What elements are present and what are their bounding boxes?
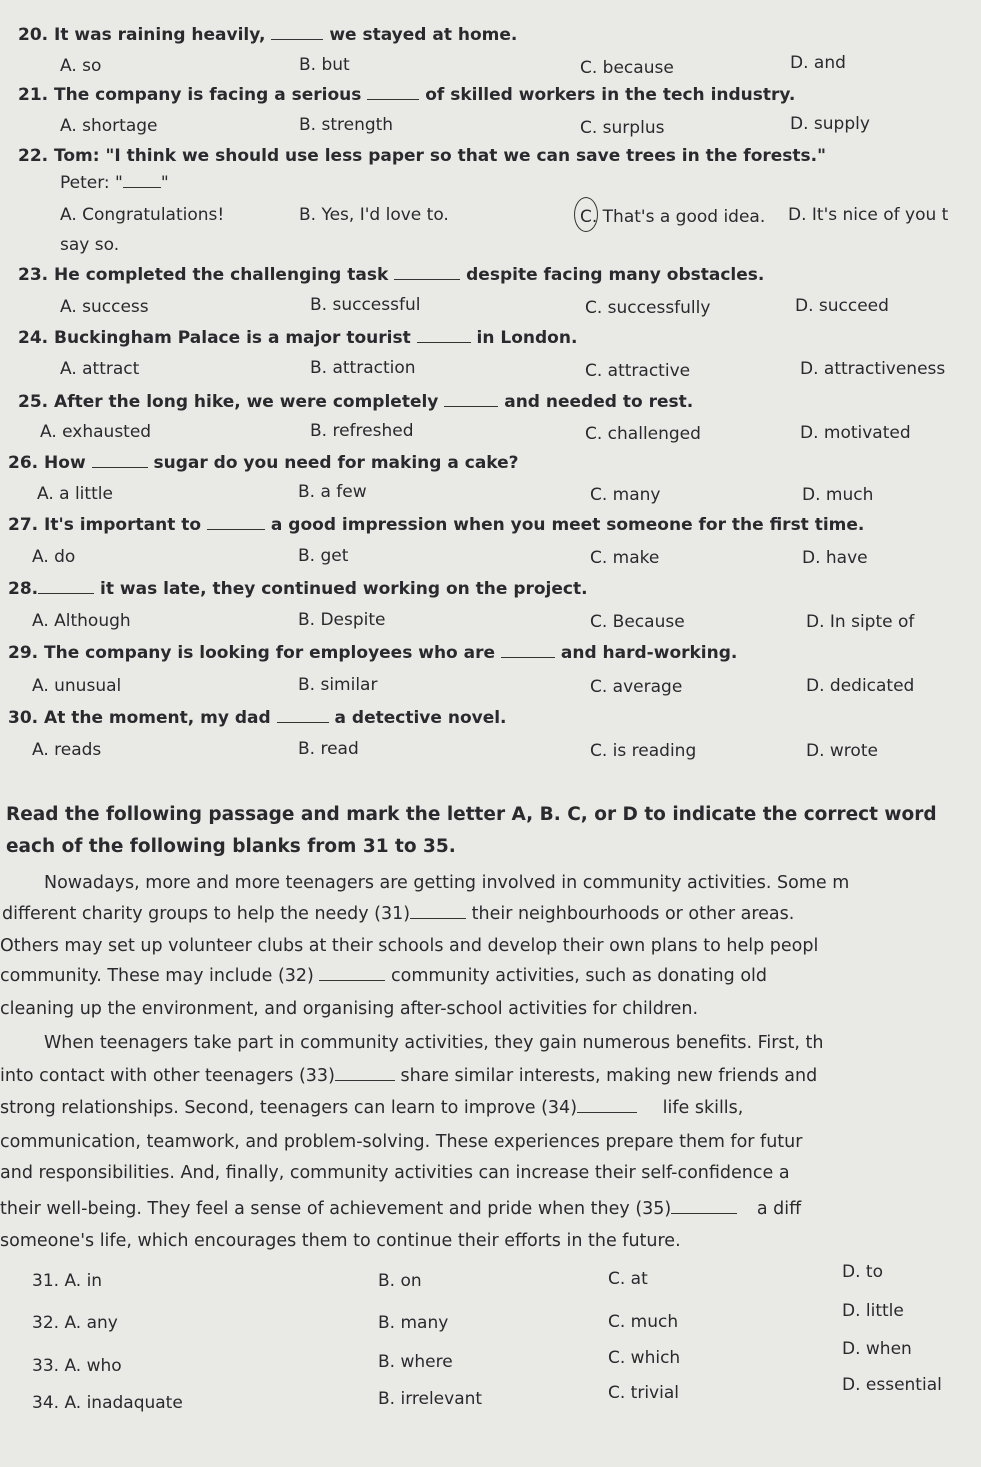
passage-line: When teenagers take part in community activities, they gain numerous benefits. First, th	[44, 1033, 824, 1053]
question-stem: despite facing many obstacles.	[466, 265, 765, 285]
passage-line: Others may set up volunteer clubs at their schools and develop their own plans to help peopl	[0, 936, 819, 956]
question-stem: we stayed at home.	[329, 25, 518, 45]
question-24	[18, 327, 577, 349]
passage-text: community. These may include (32)	[0, 966, 314, 986]
option-a: A. attract	[60, 359, 140, 379]
option-d: D. attractiveness	[800, 359, 946, 379]
option-c: C. many	[590, 485, 661, 505]
question-stem: 26. How	[8, 453, 86, 473]
speaker-label: Peter: "	[60, 173, 123, 193]
question-stem: a good impression when you meet someone for the first time.	[270, 515, 865, 535]
answer-34-b: B. irrelevant	[378, 1389, 483, 1409]
option-b: B. similar	[298, 675, 378, 695]
question-stem: a detective novel.	[334, 708, 507, 728]
answer-32-d: D. little	[842, 1301, 904, 1321]
question-stem: in London.	[476, 328, 578, 348]
answer-blank	[417, 328, 471, 343]
answer-33-b: B. where	[378, 1352, 453, 1372]
answer-33-a: 33. A. who	[32, 1356, 122, 1376]
answer-33-d: D. when	[842, 1339, 912, 1359]
question-23	[18, 264, 764, 286]
answer-blank	[501, 643, 555, 658]
passage-line	[0, 965, 767, 987]
answer-blank	[444, 392, 498, 407]
answer-32-a: 32. A. any	[32, 1313, 118, 1333]
answer-31-b: B. on	[378, 1271, 422, 1291]
passage-line	[0, 1065, 817, 1087]
option-b: B. but	[299, 55, 350, 75]
option-c: C. because	[580, 58, 674, 78]
passage-line	[0, 1198, 801, 1220]
answer-34-a: 34. A. inadaquate	[32, 1393, 183, 1413]
passage-text: their well-being. They feel a sense of achievement and pride when they (35)	[0, 1199, 672, 1219]
question-21	[18, 84, 795, 106]
question-stem: and needed to rest.	[504, 392, 694, 412]
answer-32-b: B. many	[378, 1313, 449, 1333]
option-c: C. successfully	[585, 298, 711, 318]
option-d: D. supply	[790, 114, 870, 134]
option-d-continued: say so.	[60, 235, 120, 255]
option-b: B. refreshed	[310, 421, 414, 441]
option-c: C. average	[590, 677, 683, 697]
passage-text: life skills,	[662, 1098, 744, 1118]
blank-34	[577, 1098, 637, 1113]
option-b: B. Despite	[298, 610, 386, 630]
answer-blank	[271, 25, 323, 40]
question-20	[18, 24, 517, 46]
question-stem: sugar do you need for making a cake?	[153, 453, 519, 473]
question-stem: 28.	[8, 579, 39, 599]
question-27	[8, 514, 864, 536]
blank-33	[335, 1066, 395, 1081]
option-a: A. Although	[32, 611, 131, 631]
option-c: C. Because	[590, 612, 685, 632]
option-b: B. successful	[310, 295, 421, 315]
answer-blank	[123, 173, 161, 188]
question-stem: 21. The company is facing a serious	[18, 85, 362, 105]
answer-34-d: D. essential	[842, 1375, 942, 1395]
blank-32	[319, 966, 385, 981]
option-b: B. read	[298, 739, 359, 759]
option-c: C. is reading	[590, 741, 697, 761]
question-30	[8, 707, 507, 729]
passage-text: into contact with other teenagers (33)	[0, 1066, 335, 1086]
question-25	[18, 391, 693, 413]
question-29	[8, 642, 737, 664]
answer-31-d: D. to	[842, 1262, 883, 1282]
passage-text: different charity groups to help the needy (31)	[2, 904, 411, 924]
option-d: D. motivated	[800, 423, 911, 443]
option-d: D. dedicated	[806, 676, 915, 696]
passage-instruction: each of the following blanks from 31 to 35.	[6, 836, 456, 857]
answer-31-a: 31. A. in	[32, 1271, 103, 1291]
option-c: C. attractive	[585, 361, 691, 381]
answer-blank	[38, 579, 94, 594]
answer-31-c: C. at	[608, 1269, 648, 1289]
option-a: A. exhausted	[40, 422, 152, 442]
option-d: D. much	[802, 485, 874, 505]
passage-text: strong relationships. Second, teenagers can learn to improve (34)	[0, 1098, 578, 1118]
option-b: B. a few	[298, 482, 367, 502]
question-stem: 29. The company is looking for employees who are	[8, 643, 496, 663]
question-stem: 23. He completed the challenging task	[18, 265, 389, 285]
blank-31	[410, 904, 466, 919]
passage-text: a diff	[756, 1199, 802, 1219]
option-b: B. attraction	[310, 358, 416, 378]
option-d: D. have	[802, 548, 868, 568]
question-stem: 24. Buckingham Palace is a major tourist	[18, 328, 411, 348]
question-stem: 30. At the moment, my dad	[8, 708, 271, 728]
option-a: A. success	[60, 297, 149, 317]
question-stem: 20. It was raining heavily,	[18, 25, 266, 45]
question-28	[8, 578, 588, 600]
answer-blank	[92, 453, 148, 468]
question-stem: it was late, they continued working on the project.	[100, 579, 588, 599]
option-a: A. Congratulations!	[60, 205, 225, 225]
option-d: D. and	[790, 53, 846, 73]
option-a: A. do	[32, 547, 76, 567]
passage-line	[2, 903, 794, 925]
option-d: D. In sipte of	[806, 612, 915, 632]
option-c: C. challenged	[585, 424, 701, 444]
answer-blank	[277, 708, 329, 723]
blank-35	[671, 1199, 737, 1214]
option-d: D. wrote	[806, 741, 878, 761]
option-d: D. It's nice of you t	[788, 205, 949, 225]
passage-text: community activities, such as donating old	[391, 966, 767, 986]
answer-blank	[394, 265, 460, 280]
option-b: B. Yes, I'd love to.	[299, 205, 449, 225]
question-stem: 27. It's important to	[8, 515, 202, 535]
question-26	[8, 452, 519, 474]
option-b: B. strength	[299, 115, 394, 135]
answer-blank	[367, 85, 419, 100]
option-d: D. succeed	[795, 296, 889, 316]
passage-line: and responsibilities. And, finally, community activities can increase their self-confidence a	[0, 1163, 790, 1183]
quote-mark: "	[160, 173, 169, 193]
option-c: C. That's a good idea.	[580, 207, 766, 227]
option-a: A. reads	[32, 740, 102, 760]
passage-line	[0, 1097, 743, 1119]
option-a: A. so	[60, 56, 102, 76]
passage-text: their neighbourhoods or other areas.	[471, 904, 795, 924]
option-c: C. make	[590, 548, 660, 568]
answer-blank	[207, 515, 265, 530]
question-stem: 25. After the long hike, we were completely	[18, 392, 439, 412]
answer-34-c: C. trivial	[608, 1383, 679, 1403]
peter-response-line	[60, 172, 169, 194]
answer-33-c: C. which	[608, 1348, 681, 1368]
passage-text: share similar interests, making new friends and	[400, 1066, 818, 1086]
passage-line: Nowadays, more and more teenagers are getting involved in community activities. Some m	[44, 873, 850, 893]
answer-32-c: C. much	[608, 1312, 679, 1332]
option-c: C. surplus	[580, 118, 665, 138]
passage-instruction: Read the following passage and mark the letter A, B. C, or D to indicate the correct word	[6, 804, 937, 825]
passage-line: communication, teamwork, and problem-solving. These experiences prepare them for futur	[0, 1132, 803, 1152]
question-stem: and hard-working.	[560, 643, 738, 663]
question-stem: of skilled workers in the tech industry.	[425, 85, 796, 105]
option-a: A. shortage	[60, 116, 158, 136]
passage-line: cleaning up the environment, and organising after-school activities for children.	[0, 999, 699, 1019]
passage-line: someone's life, which encourages them to continue their efforts in the future.	[0, 1231, 681, 1251]
option-a: A. unusual	[32, 676, 122, 696]
option-a: A. a little	[37, 484, 113, 504]
option-b: B. get	[298, 546, 349, 566]
question-22: 22. Tom: "I think we should use less paper so that we can save trees in the forests."	[18, 146, 826, 166]
